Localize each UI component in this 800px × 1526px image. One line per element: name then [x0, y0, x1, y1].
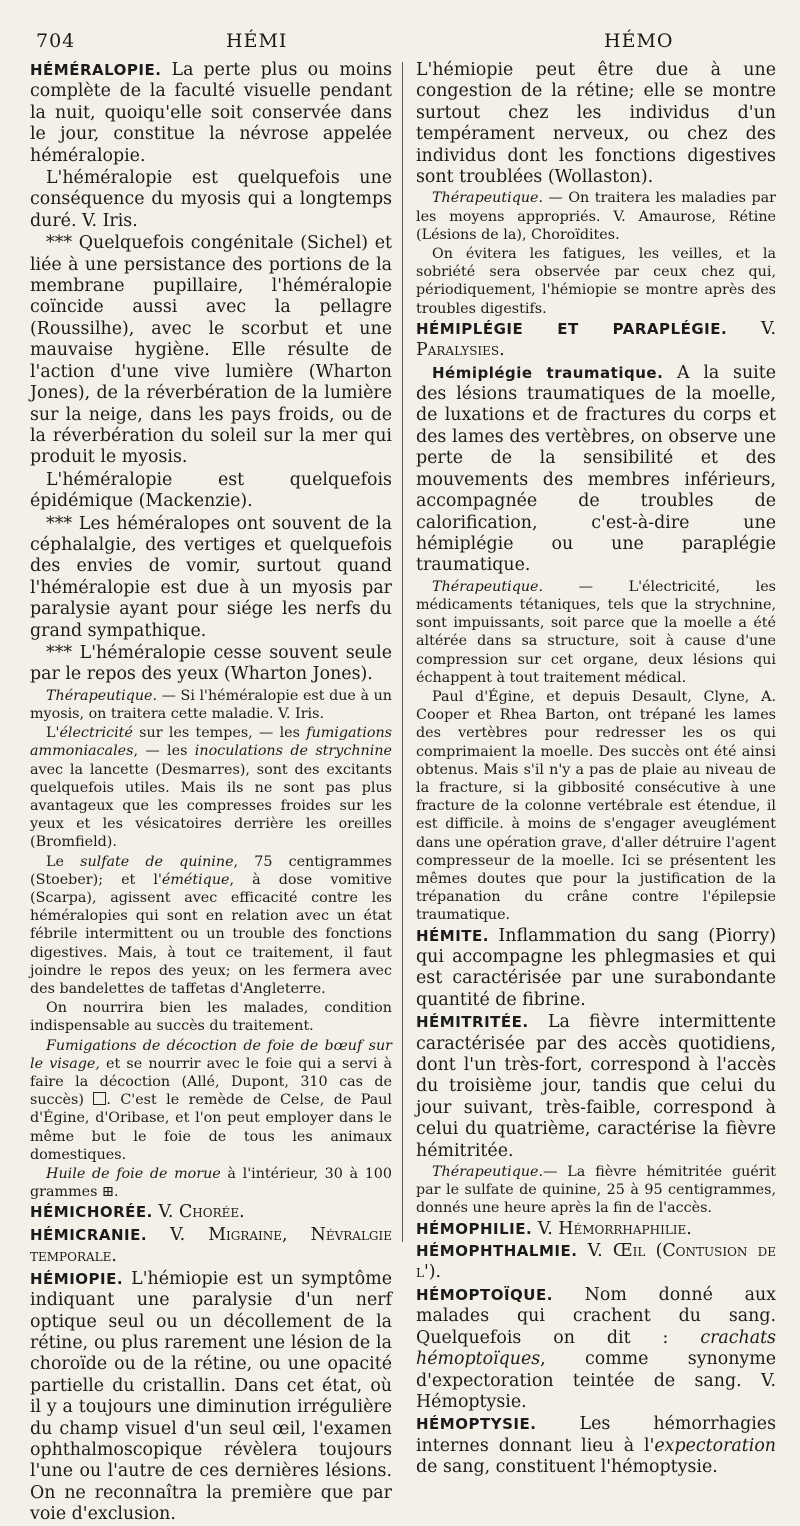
- left-running-title: HÉMI: [226, 30, 288, 52]
- paragraph: Huile de foie de morue à l'intérieur, 30 à 100 grammes ⊞.: [30, 1166, 392, 1201]
- entry-hemitritee: HÉMITRITÉE. La fièvre intermittente caractérisée par des accès quotidiens, dont l'un très-fort, correspond à l'accès du troisième jour, tandis que celui du jour suivant, très-faible, correspond à celui du quatrième, caractérise la fièvre hémitritée.: [416, 1012, 776, 1161]
- paragraph: *** L'héméralopie cesse souvent seule par le repos des yeux (Wharton Jones).: [30, 642, 392, 685]
- paragraph: On évitera les fatigues, les veilles, et la sobriété sera observée par ceux chez qui, périodiquement, l'hémiopie se montre après des troubles digestifs.: [416, 246, 776, 317]
- therapeutique-paragraph: Thérapeutique. — L'électricité, les médicaments tétaniques, tels que la strychnine, sont impuissants, soit parce que la moelle a été altérée dans sa structure, soit à cause d'une compression sur cet organe, deux lésions qui échappent à tout traitement médical.: [416, 578, 776, 686]
- page-number: 704: [36, 30, 76, 52]
- entry-hemeralopie: HÉMÉRALOPIE. La perte plus ou moins complète de la faculté visuelle pendant la nuit, quoiqu'elle soit conservée dans le jour, constitue la névrose appelée héméralopie.: [30, 60, 392, 166]
- entry-hemoptoique: HÉMOPTOÏQUE. Nom donné aux malades qui crachent du sang. Quelquefois on dit : crachats hémoptoïques, comme synonyme d'expectoration teintée de sang. V. Hémoptysie.: [416, 1284, 776, 1412]
- therapeutique-paragraph: Thérapeutique. — Si l'héméralopie est due à un myosis, on traitera cette maladie. V. Iris.: [30, 687, 392, 722]
- paragraph: *** Les héméralopes ont souvent de la céphalalgie, des vertiges et quelquefois des envies de vomir, surtout quand l'héméralopie est due à un myosis par paralysie ayant pour siége les nerfs du grand sympathique.: [30, 513, 392, 641]
- right-running-title: HÉMO: [604, 30, 674, 52]
- paragraph: Paul d'Égine, et depuis Desault, Clyne, A. Cooper et Rhea Barton, ont trépané les lames des vertèbres pour redresser les os qui comprimaient la moelle. Des succès ont été ainsi obtenus. Mais s'il n'y a pas de plaie au niveau de la fracture, si la gibbosité consécutive à une fracture de la colonne vertébrale est étendue, il est difficile. à moins de s'engager aveuglément dans une opération grave, d'aller détruire l'agent compresseur de la moelle. Ici se présentent les mêmes doutes que pour la justification de la trépanation du crâne contre l'épilepsie traumatique.: [416, 688, 776, 924]
- entry-hemicranie: HÉMICRANIE. V. Migraine, Névralgie temporale.: [30, 1224, 392, 1267]
- entry-hemiopie: HÉMIOPIE. L'hémiopie est un symptôme indiquant une paralysie d'un nerf optique seul ou un décollement de la rétine, ou plus rarement une lésion de la choroïde ou de la rétine, ou une opacité partielle du cristallin. Dans cet état, où il y a toujours une diminution irrégulière du champ visuel d'un seul œil, l'examen ophthalmoscopique révèlera toujours l'une ou l'autre de ces dernières lésions. On ne reconnaîtra la première que par voie d'exclusion.: [30, 1268, 392, 1525]
- entry-hemophthalmie: HÉMOPHTHALMIE. V. Œil (Contusion de l').: [416, 1241, 776, 1283]
- boxed-plus-icon: ⊞: [101, 1184, 114, 1201]
- left-column: [30, 60, 392, 1525]
- paragraph: L'hémiopie peut être due à une congestion de la rétine; elle se montre surtout chez les individus d'un tempérament nerveux, ou chez des individus dont les fonctions digestives sont troublées (Wollaston).: [416, 60, 776, 188]
- paragraph: Fumigations de décoction de foie de bœuf sur le visage, et se nourrir avec le foie qui a servi à faire la décoction (Allé, Dupont, 310 cas de succès) . C'est le remède de Celse, de Paul d'Égine, d'Oribase, et l'on peut employer dans le même but le foie de tous les animaux domestiques.: [30, 1037, 392, 1163]
- paragraph: L'héméralopie est quelquefois une conséquence du myosis qui a longtemps duré. V. Iris.: [30, 168, 392, 231]
- column-divider: [402, 62, 403, 1242]
- entry-hemiplegie-traumatique: Hémiplégie traumatique. A la suite des lésions traumatiques de la moelle, de luxations et de fractures du corps et des lames des vertèbres, on observe une perte de la sensibilité et des mouvements des membres inférieurs, accompagnée de troubles de calorification, c'est-à-dire une hémiplégie ou une paraplégie traumatique.: [416, 362, 777, 576]
- running-header: [36, 30, 766, 56]
- paragraph: On nourrira bien les malades, condition indispensable au succès du traitement.: [30, 1000, 392, 1035]
- entry-hemophilie: HÉMOPHILIE. V. Hémorrhaphilie.: [416, 1218, 692, 1239]
- entry-hemoptysie: HÉMOPTYSIE. Les hémorrhagies internes donnant lieu à l'expectoration de sang, constituent l'hémoptysie.: [416, 1414, 776, 1478]
- paragraph: L'électricité sur les tempes, — les fumigations ammoniacales, — les inoculations de strychnine avec la lancette (Desmarres), sont des excitants quelquefois utiles. Mais ils ne sont pas plus avantageux que les compresses froides sur les yeux et les vésicatoires derrière les oreilles (Bromfield).: [30, 725, 392, 851]
- entry-hemichoree: HÉMICHORÉE. V. Chorée.: [30, 1202, 245, 1223]
- therapeutique-paragraph: Thérapeutique.— La fièvre hémitritée guérit par le sulfate de quinine, 25 à 95 centigrammes, donnés une heure après la fin de l'accès.: [416, 1164, 776, 1217]
- paragraph: *** Quelquefois congénitale (Sichel) et liée à une persistance des portions de la membrane pupillaire, l'héméralopie coïncide aussi avec la pellagre (Roussilhe), avec le scorbut et une mauvaise hygiène. Elle résulte de l'action d'une vive lumière (Wharton Jones), de la réverbération de la lumière sur la neige, dans les pays froids, ou de la réverbération du soleil sur la mer qui produit le myosis.: [30, 233, 392, 468]
- entry-hemite: HÉMITE. Inflammation du sang (Piorry) qui accompagne les phlegmasies et qui est caractérisée par une surabondante quantité de fibrine.: [416, 925, 776, 1010]
- paragraph: Le sulfate de quinine, 75 centigrammes (Stoeber); et l'émétique, à dose vomitive (Scarpa), agissent avec efficacité contre les héméralopies qui sont en relation avec un état fébrile intermittent ou un trouble des fonctions digestives. Mais, à tout ce traitement, il faut joindre le repos des yeux; on les fermera avec des bandelettes de taffetas d'Angleterre.: [30, 853, 392, 998]
- entry-hemiplegie: HÉMIPLÉGIE ET PARAPLÉGIE. V. Paralysies.: [416, 318, 776, 361]
- paragraph: L'héméralopie est quelquefois épidémique (Mackenzie).: [30, 469, 392, 512]
- therapeutique-paragraph: Thérapeutique. — On traitera les maladies par les moyens appropriés. V. Amaurose, Rétine (Lésions de la), Choroïdites.: [416, 190, 776, 243]
- square-symbol-icon: [93, 1092, 106, 1105]
- right-column: [416, 60, 777, 1478]
